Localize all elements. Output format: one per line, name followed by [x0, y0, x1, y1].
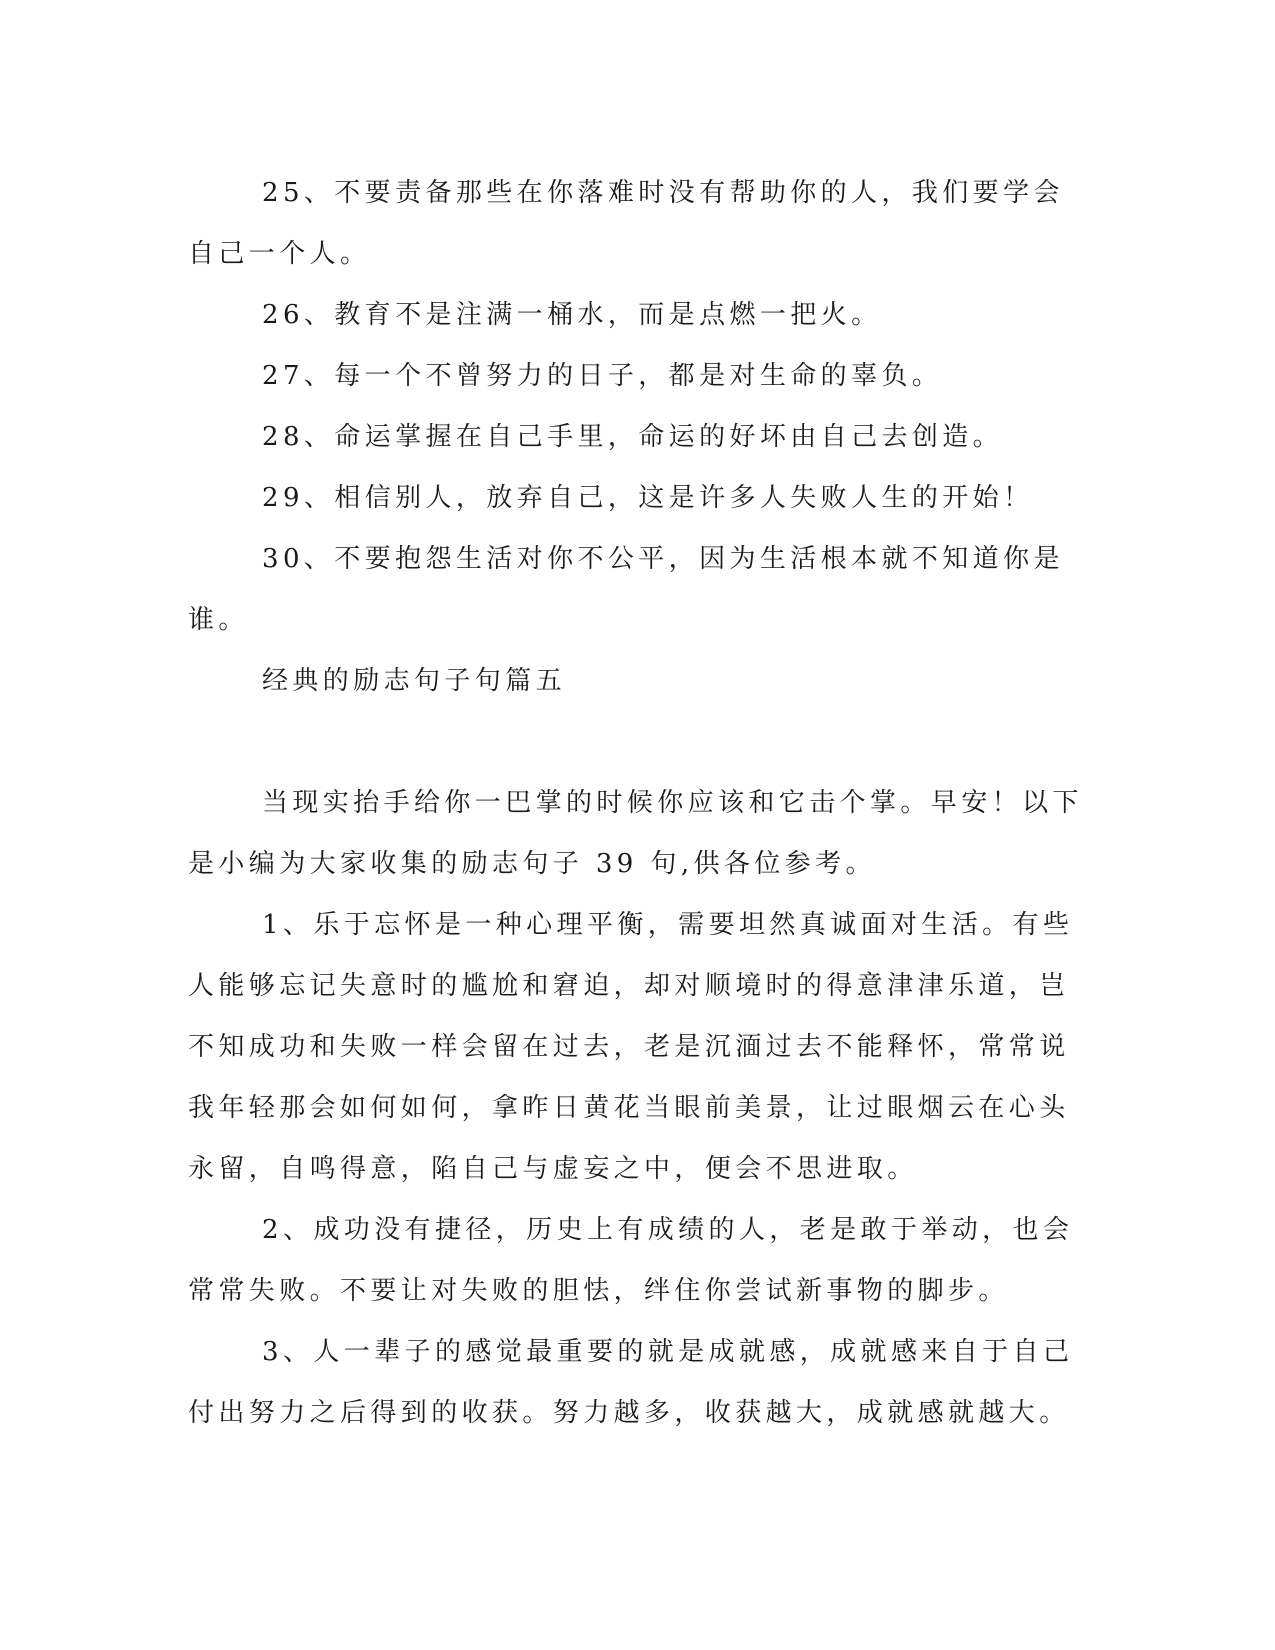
paragraph-quote-2: 2、成功没有捷径，历史上有成绩的人，老是敢于举动，也会常常失败。不要让对失败的胆怯，绊住你尝试新事物的脚步。	[188, 1215, 1074, 1306]
paragraph-quote-25: 25、不要责备那些在你落难时没有帮助你的人，我们要学会自己一个人。	[188, 178, 1064, 269]
paragraph-quote-26: 26、教育不是注满一桶水，而是点燃一把火。	[262, 300, 882, 330]
paragraph-quote-3: 3、人一辈子的感觉最重要的就是成就感，成就感来自于自己付出努力之后得到的收获。努力越多，收获越大，成就感就越大。	[188, 1337, 1074, 1428]
document-body	[188, 163, 1090, 1444]
section-heading: 经典的励志句子句篇五	[262, 666, 567, 696]
paragraph-quote-1: 1、乐于忘怀是一种心理平衡，需要坦然真诚面对生活。有些人能够忘记失意时的尴尬和窘迫，却对顺境时的得意津津乐道，岂不知成功和失败一样会留在过去，老是沉湎过去不能释怀，常常说我年轻那会如何如何，拿昨日黄花当眼前美景，让过眼烟云在心头永留，自鸣得意，陷自己与虚妄之中，便会不思进取。	[188, 910, 1074, 1184]
paragraph-quote-27: 27、每一个不曾努力的日子，都是对生命的辜负。	[262, 361, 943, 391]
paragraph-quote-29: 29、相信别人，放弃自己，这是许多人失败人生的开始！	[262, 483, 1034, 513]
intro-paragraph: 当现实抬手给你一巴掌的时候你应该和它击个掌。早安！以下是小编为大家收集的励志句子 39 句,供各位参考。	[188, 788, 1083, 879]
paragraph-quote-28: 28、命运掌握在自己手里，命运的好坏由自己去创造。	[262, 422, 1004, 452]
paragraph-quote-30: 30、不要抱怨生活对你不公平，因为生活根本就不知道你是谁。	[188, 544, 1064, 635]
